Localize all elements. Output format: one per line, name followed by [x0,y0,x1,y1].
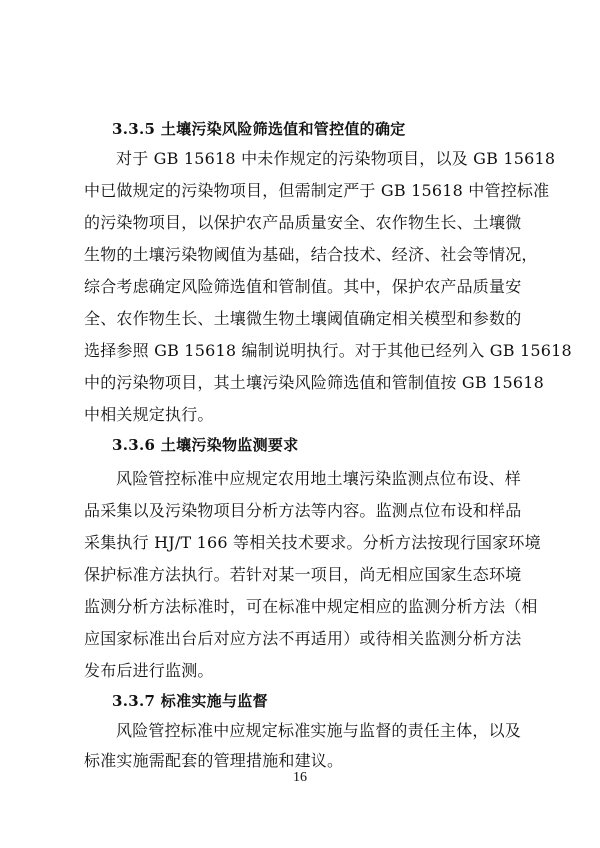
section-heading-3-3-6: 3.3.6 土壤污染物监测要求 [112,436,299,454]
paragraph-line: 标准实施需配套的管理措施和建议。 [84,751,344,770]
paragraph-line: 的污染物项目，以保护农产品质量安全、农作物生长、土壤微 [84,213,522,232]
paragraph-line: 对于 GB 15618 中未作规定的污染物项目，以及 GB 15618 [116,149,556,168]
paragraph-line: 中相关规定执行。 [84,405,214,424]
paragraph-line: 选择参照 GB 15618 编制说明执行。对于其他已经列入 GB 15618 [84,341,572,360]
paragraph-line: 综合考虑确定风险筛选值和管制值。其中，保护农产品质量安 [84,277,522,296]
paragraph-line: 生物的土壤污染物阈值为基础，结合技术、经济、社会等情况， [84,245,538,264]
paragraph-line: 中已做规定的污染物项目，但需制定严于 GB 15618 中管控标准 [84,181,550,200]
section-heading-3-3-7: 3.3.7 标准实施与监督 [112,692,268,710]
paragraph-line: 风险管控标准中应规定农用地土壤污染监测点位布设、样 [116,469,522,488]
paragraph-line: 应国家标准出台后对应方法不再适用）或待相关监测分析方法 [84,629,522,648]
paragraph-line: 风险管控标准中应规定标准实施与监督的责任主体，以及 [116,721,522,740]
paragraph-line: 采集执行 HJ/T 166 等相关技术要求。分析方法按现行国家环境 [84,533,541,552]
paragraph-line: 保护标准方法执行。若针对某一项目，尚无相应国家生态环境 [84,565,522,584]
section-heading-3-3-5: 3.3.5 土壤污染风险筛选值和管控值的确定 [112,120,406,138]
paragraph-line: 发布后进行监测。 [84,661,214,680]
paragraph-line: 全、农作物生长、土壤微生物土壤阈值确定相关模型和参数的 [84,309,522,328]
page-number: 16 [293,770,307,785]
paragraph-line: 监测分析方法标准时，可在标准中规定相应的监测分析方法（相 [84,597,538,616]
paragraph-line: 品采集以及污染物项目分析方法等内容。监测点位布设和样品 [84,501,522,520]
paragraph-line: 中的污染物项目，其土壤污染风险筛选值和管制值按 GB 15618 [84,373,545,392]
